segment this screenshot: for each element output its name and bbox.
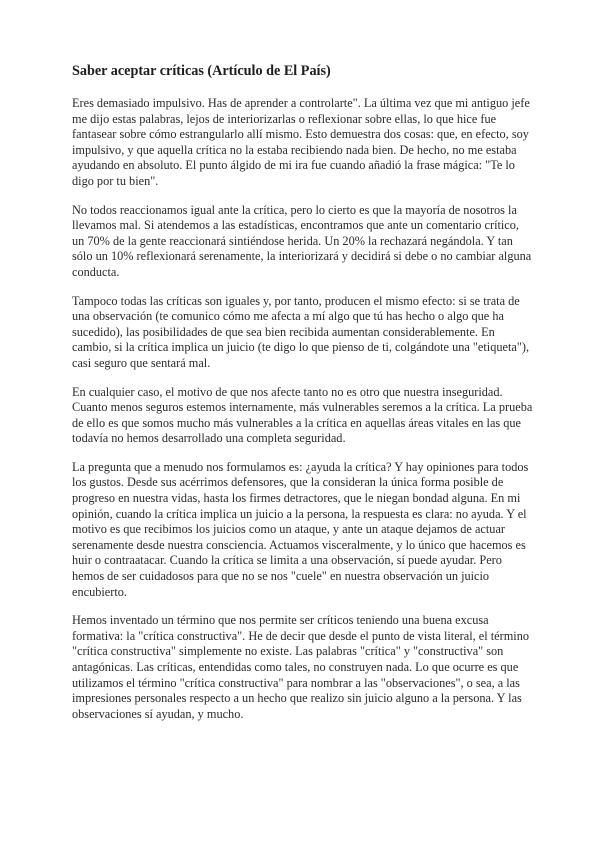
paragraph-6: Hemos inventado un término que nos permite ser críticos teniendo una buena excusa formativa: la "crítica constructiva". He de decir que desde el punto de vista literal, el término "crítica constructiva" simplemente no existe. Las palabras "crítica" y "constructiva" son antagónicas. Las críticas, entendidas como tales, no construyen nada. Lo que ocurre es que utilizamos el término "crítica constructiva" para nombrar a las "observaciones", o sea, a las impresiones personales respecto a un hecho que realizo sin juicio alguno a la persona. Y las observaciones sí ayudan, y mucho. (72, 613, 529, 721)
paragraph-3: Tampoco todas las críticas son iguales y, por tanto, producen el mismo efecto: si se trata de una observación (te comunico cómo me afecta a mí algo que tú has hecho o algo que ha sucedido), las posibilidades de que sea bien recibida aumentan considerablemente. En cambio, si la crítica implica un juicio (te digo lo que pienso de ti, colgándote una "etiqueta"), casi seguro que sentará mal. (72, 293, 530, 370)
paragraph-4: En cualquier caso, el motivo de que nos afecte tanto no es otro que nuestra inseguridad. Cuanto menos seguros estemos internamente, más vulnerables seremos a la crítica. La prueba de ello es que somos mucho más vulnerables a la crítica en aquellas áreas vitales en las que todavía no hemos desarrollado una completa seguridad. (72, 384, 533, 446)
document-page (72, 62, 534, 735)
paragraph-1: Eres demasiado impulsivo. Has de aprender a controlarte". La última vez que mi antiguo jefe me dijo estas palabras, lejos de interiorizarlas o reflexionar sobre ellas, lo que hice fue fantasear sobre cómo estrangularlo allí mismo. Esto demuestra dos cosas: que, en efecto, soy impulsivo, y que aquella crítica no la estaba recibiendo nada bien. De hecho, no me estaba ayudando en absoluto. El punto álgido de mi ira fue cuando añadió la frase mágica: "Te lo digo por tu bien". (72, 96, 530, 188)
paragraph-5: La pregunta que a menudo nos formulamos es: ¿ayuda la crítica? Y hay opiniones para todos los gustos. Desde sus acérrimos defensores, que la consideran la única forma posible de progreso en nuestra vidas, hasta los firmes detractores, que le niegan bondad alguna. En mi opinión, cuando la crítica implica un juicio a la persona, la respuesta es clara: no ayuda. Y el motivo es que recibimos los juicios como un ataque, y ante un ataque dejamos de actuar serenamente desde nuestra consciencia. Actuamos visceralmente, y lo único que hacemos es huir o contraatacar. Cuando la crítica se limita a una observación, sí puede ayudar. Pero hemos de ser cuidadosos para que no se nos "cuele" en nuestra observación un juicio encubierto. (72, 459, 529, 599)
paragraph-2: No todos reaccionamos igual ante la crítica, pero lo cierto es que la mayoría de nosotros la llevamos mal. Si atendemos a las estadísticas, encontramos que ante un comentario crítico, un 70% de la gente reaccionará sintiéndose herida. Un 20% la rechazará negándola. Y tan sólo un 10% reflexionará serenamente, la interiorizará y decidirá si debe o no cambiar alguna conducta. (72, 202, 532, 279)
document-title: Saber aceptar críticas (Artículo de El País) (72, 63, 331, 79)
